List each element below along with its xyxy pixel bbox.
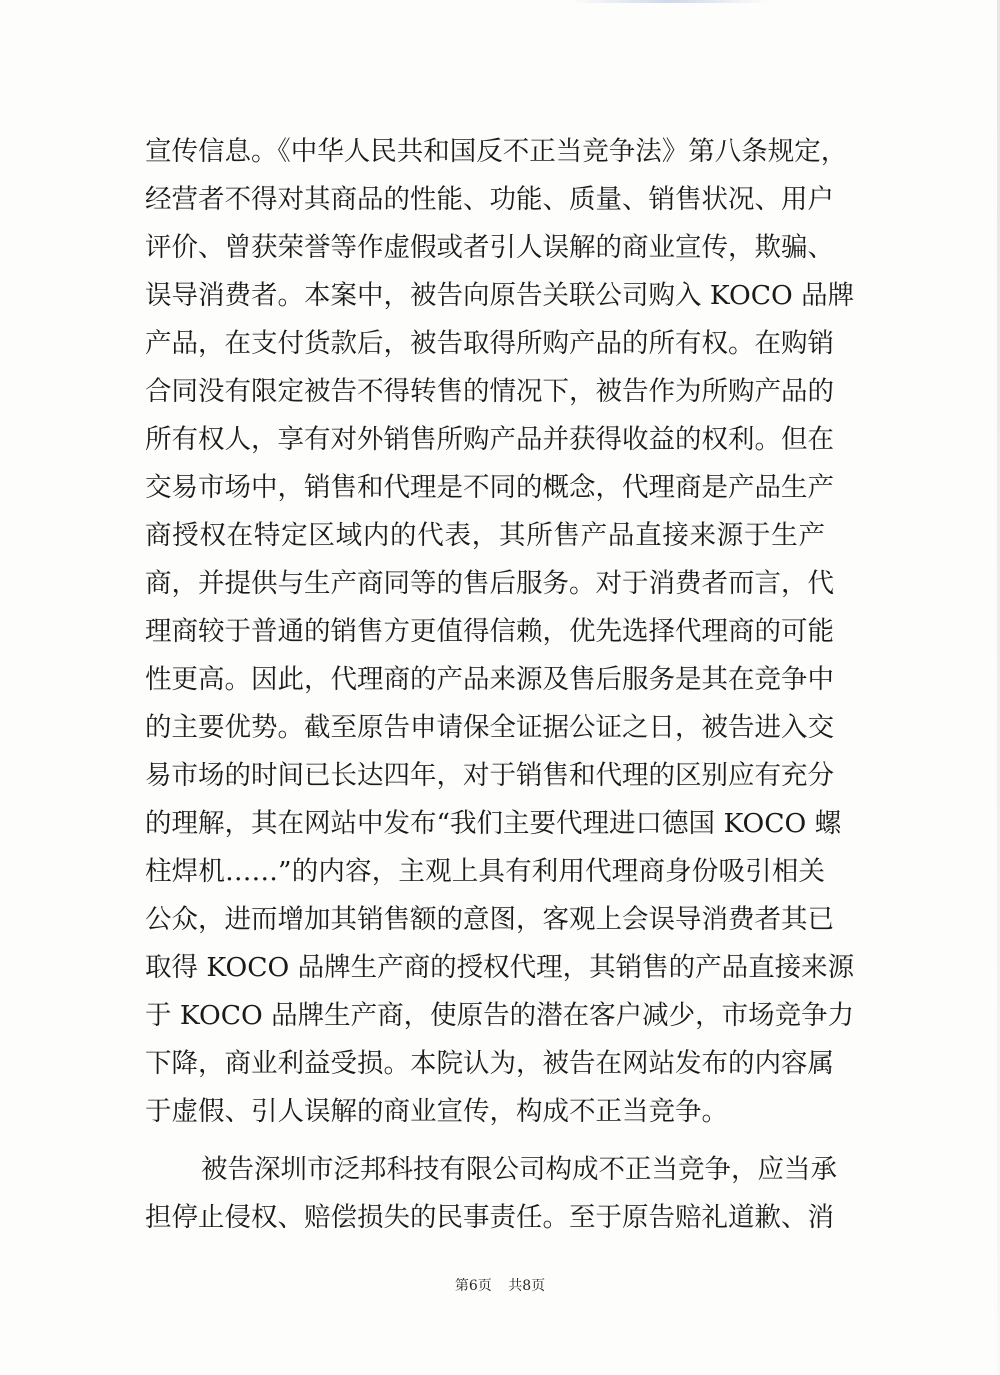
text-line: 经营者不得对其商品的性能、功能、质量、销售状况、用户 [145, 184, 834, 215]
text-line: 的理解，其在网站中发布“我们主要代理进口德国 KOCO 螺 [145, 808, 842, 839]
text-line: 理商较于普通的销售方更值得信赖，优先选择代理商的可能 [145, 616, 834, 647]
paragraph-gap [145, 1136, 825, 1146]
text-line: 被告深圳市泛邦科技有限公司构成不正当竞争，应当承 [201, 1154, 837, 1185]
text-line: 担停止侵权、赔偿损失的民事责任。至于原告赔礼道歉、消 [145, 1202, 834, 1233]
text-line: 交易市场中，销售和代理是不同的概念，代理商是产品生产 [145, 472, 834, 503]
page-footer [0, 1275, 1000, 1295]
document-body [145, 128, 855, 1242]
text-line: 合同没有限定被告不得转售的情况下，被告作为所购产品的 [145, 376, 834, 407]
text-line: 商授权在特定区域内的代表，其所售产品直接来源于生产 [145, 520, 825, 551]
text-line: 产品，在支付货款后，被告取得所购产品的所有权。在购销 [145, 328, 834, 359]
text-line: 于虚假、引人误解的商业宣传，构成不正当竞争。 [145, 1096, 728, 1127]
scan-mark [570, 0, 770, 3]
text-line: 评价、曾获荣誉等作虚假或者引人误解的商业宣传，欺骗、 [145, 232, 834, 263]
paragraph [145, 128, 855, 1136]
text-line: 宣传信息。《中华人民共和国反不正当竞争法》第八条规定， [145, 136, 848, 167]
text-line: 所有权人，享有对外销售所购产品并获得收益的权利。但在 [145, 424, 834, 455]
text-line: 柱焊机……”的内容，主观上具有利用代理商身份吸引相关 [145, 856, 825, 887]
text-line: 易市场的时间已长达四年，对于销售和代理的区别应有充分 [145, 760, 834, 791]
text-line: 商，并提供与生产商同等的售后服务。对于消费者而言，代 [145, 568, 834, 599]
text-line: 性更高。因此，代理商的产品来源及售后服务是其在竞争中 [145, 664, 834, 695]
text-line: 下降，商业利益受损。本院认为，被告在网站发布的内容属 [145, 1048, 834, 1079]
text-line: 取得 KOCO 品牌生产商的授权代理，其销售的产品直接来源 [145, 952, 855, 983]
page-number: 第6页 [454, 1278, 492, 1294]
paragraph [145, 1146, 837, 1242]
text-line: 公众，进而增加其销售额的意图，客观上会误导消费者其已 [145, 904, 834, 935]
text-line: 于 KOCO 品牌生产商，使原告的潜在客户减少，市场竞争力 [145, 1000, 855, 1031]
text-line: 的主要优势。截至原告申请保全证据公证之日，被告进入交 [145, 712, 834, 743]
page-total: 共8页 [508, 1278, 546, 1294]
text-line: 误导消费者。本案中，被告向原告关联公司购入 KOCO 品牌 [145, 280, 855, 311]
